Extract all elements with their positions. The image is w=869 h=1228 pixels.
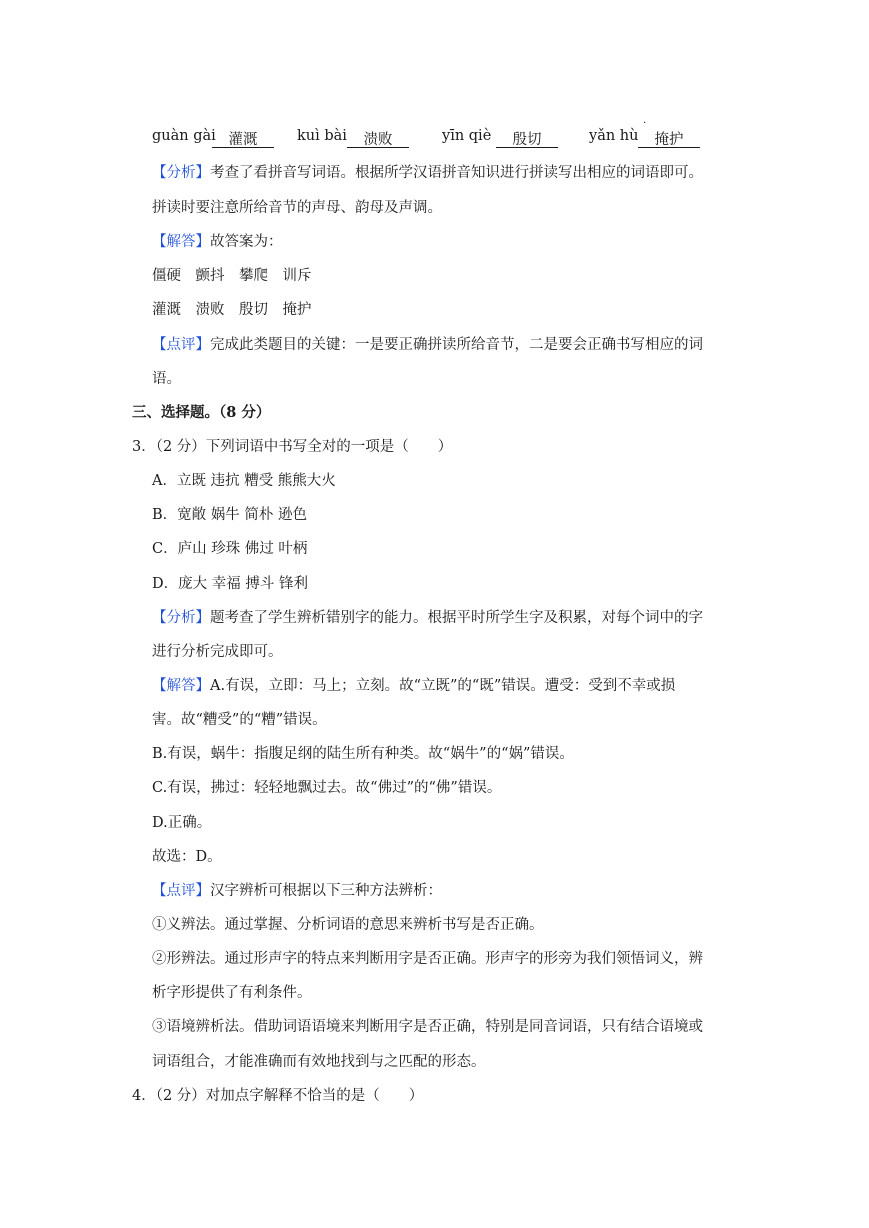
q3-analysis-cont: 进行分析完成即可。 — [152, 644, 283, 660]
q2-analysis — [152, 163, 703, 183]
answer-blank-4: 掩护 — [638, 128, 700, 148]
q3-comment — [152, 881, 442, 901]
q4-stem: 4．（2 分）对加点字解释不恰当的是（ ） — [132, 1088, 424, 1104]
q3-option-c: C．庐山 珍珠 佛过 叶柄 — [152, 541, 308, 557]
comment-text: 汉字辨析可根据以下三种方法辨析： — [210, 883, 442, 899]
answer-blank-1: 灌溉 — [212, 128, 274, 148]
q3-option-b: B．宽敞 娲牛 简朴 逊色 — [152, 507, 307, 523]
pinyin-3: yīn qiè — [442, 128, 492, 144]
q3-analysis — [152, 608, 703, 628]
q2-comment — [152, 335, 703, 355]
answer-text: A.有误，立即：马上；立刻。故“立既”的“既”错误。遭受：受到不幸或损 — [210, 678, 676, 694]
q3-answer-b: B.有误，蜗牛：指腹足纲的陆生所有种类。故“娲牛”的“娲”错误。 — [152, 746, 574, 762]
q3-option-d: D．庞大 幸福 搏斗 锋利 — [152, 576, 308, 592]
answer-tag: 【解答】 — [152, 678, 210, 694]
q3-answer-d: D.正确。 — [152, 815, 212, 831]
analysis-text: 考查了看拼音写词语。根据所学汉语拼音知识进行拼读写出相应的词语即可。 — [210, 165, 703, 181]
q3-answer-choice: 故选：D。 — [152, 849, 222, 865]
analysis-text: 题考查了学生辨析错别字的能力。根据平时所学生字及积累，对每个词中的字 — [210, 610, 703, 626]
section-heading: 三、选择题。（8 分） — [132, 404, 271, 421]
answer-intro: 故答案为： — [210, 234, 283, 250]
pinyin-1: guàn gài — [152, 128, 216, 144]
comment-text: 完成此类题目的关键：一是要正确拼读所给音节，二是要会正确书写相应的词 — [210, 337, 703, 353]
q3-stem: 3．（2 分）下列词语中书写全对的一项是（ ） — [132, 439, 453, 455]
q3-method-3-cont: 词语组合，才能准确而有效地找到与之匹配的形态。 — [152, 1054, 486, 1070]
q2-answer-line1: 僵硬 颤抖 攀爬 训斥 — [152, 268, 312, 284]
answer-blank-3: 殷切 — [496, 128, 558, 148]
emphasis-dot-icon: · — [643, 118, 647, 129]
pinyin-4: yǎn hù — [589, 128, 639, 144]
analysis-tag: 【分析】 — [152, 610, 210, 626]
comment-tag: 【点评】 — [152, 883, 210, 899]
q3-option-a: A．立既 违抗 糟受 熊熊大火 — [152, 473, 336, 489]
q3-method-2-cont: 析字形提供了有利条件。 — [152, 985, 312, 1001]
q2-analysis-cont: 拼读时要注意所给音节的声母、韵母及声调。 — [152, 200, 442, 216]
comment-tag: 【点评】 — [152, 337, 210, 353]
answer-tag: 【解答】 — [152, 234, 210, 250]
q3-answer — [152, 676, 675, 696]
q2-comment-cont: 语。 — [152, 371, 181, 387]
q3-answer-c: C.有误，拂过：轻轻地飘过去。故“佛过”的“佛”错误。 — [152, 780, 502, 796]
q3-method-2: ②形辨法。通过形声字的特点来判断用字是否正确。形声字的形旁为我们领悟词义，辨 — [152, 951, 703, 967]
q3-answer-a-cont: 害。故“糟受”的“糟”错误。 — [152, 712, 327, 728]
q3-method-3: ③语境辨析法。借助词语语境来判断用字是否正确，特别是同音词语，只有结合语境或 — [152, 1019, 703, 1035]
q2-answer-line2: 灌溉 溃败 殷切 掩护 — [152, 302, 312, 318]
q3-method-1: ①义辨法。通过掌握、分析词语的意思来辨析书写是否正确。 — [152, 917, 544, 933]
answer-blank-2: 溃败 — [347, 128, 409, 148]
analysis-tag: 【分析】 — [152, 165, 210, 181]
q2-answer — [152, 232, 283, 252]
pinyin-2: kuì bài — [297, 128, 347, 144]
